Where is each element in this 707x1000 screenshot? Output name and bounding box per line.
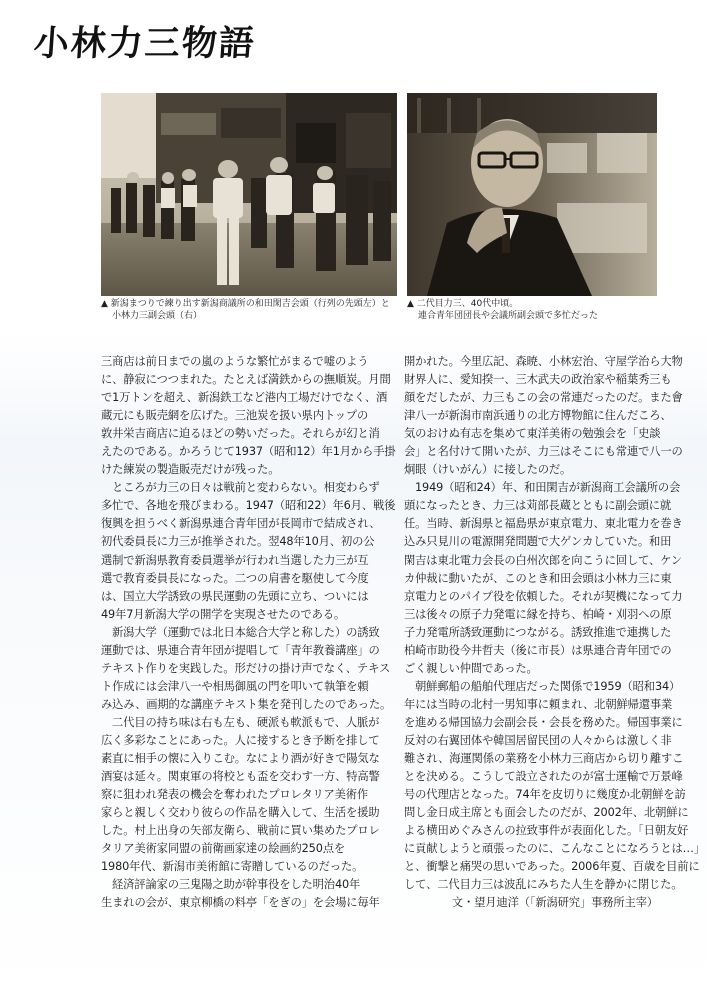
- text-line: を進める帰国協力会副会長・会長を務めた。帰国事業に: [404, 715, 683, 729]
- text-line: 家らと親しく交わり彼らの作品を購入して、生活を援助: [101, 806, 380, 820]
- text-line: 任。当時、新潟県と福島県が東京電力、東北電力を巻き: [404, 517, 683, 531]
- text-line: 初代委員長に力三が推挙された。翌48年10月、初の公: [101, 535, 375, 549]
- text-line: 新潟大学（運動では北日本総合大学と称した）の誘致: [112, 625, 380, 639]
- caption-line: ▲ 新潟まつりで練り出す新潟商議所の和田閑吉会頭（行列の先頭左）と: [101, 299, 390, 309]
- text-line: 朝鮮郵船の船舶代理店だった関係で1959（昭和34）: [415, 679, 681, 693]
- text-line: に貢献しようと頑張ったのに、こんなことになろうとは…」: [404, 842, 705, 856]
- text-line: 復興を担うべく新潟県連合青年団が長岡市で結成され、: [101, 517, 381, 531]
- text-line: 選制で新潟県教育委員選挙が行われ当選した力三が互: [101, 553, 369, 567]
- text-line: 年には当時の北村一男知事に頼まれ、北朝鮮帰還事業: [404, 697, 673, 711]
- text-line: して、二代目力三は波乱にみちた人生を静かに閉じた。: [404, 878, 683, 892]
- text-line: とを決める。こうして設立されたのが富士運輸で万景峰: [404, 770, 683, 784]
- text-line: 1980年代、新潟市美術館に寄贈しているのだった。: [101, 860, 364, 874]
- text-line: 敦井栄吉商店に迫るほどの勢いだった。それらが幻と消: [101, 427, 380, 441]
- text-line: ところが力三の日々は戦前と変わらない。相変わらず: [112, 481, 380, 495]
- text-line: 三商店は前日までの嵐のような繁忙がまるで嘘のよう: [101, 355, 369, 368]
- caption-line: 連合青年団団長や会議所副会頭で多忙だった: [418, 311, 599, 321]
- text-line: カ仲裁に動いたが、このとき和田会頭は小林力三に東: [404, 571, 672, 585]
- text-line: 経済評論家の三鬼陽之助が幹事役をした明治40年: [112, 878, 361, 892]
- page-title: 小林力三物語: [32, 23, 258, 64]
- text-line: は、国立大学誘致の県民運動の先頭に立ち、ついには: [101, 589, 369, 603]
- text-line: 酒宴は延々。関東軍の将校とも盃を交わす一方、特高警: [101, 770, 380, 784]
- text-line: 開かれた。今里広記、森暁、小林宏治、守屋学治ら大物: [404, 355, 683, 368]
- photo-caption-left: [101, 298, 397, 322]
- text-line: 炯眼（けいがん）に接したのだ。: [404, 463, 572, 477]
- text-line: 難され、海運関係の業務を小林力三商店から切り離すこ: [404, 752, 684, 766]
- text-line: 生まれの会が、東京柳橋の料亭「をぎの」を会場に毎年: [101, 896, 380, 910]
- article-column-right: [404, 353, 705, 912]
- article-column-left: [101, 353, 396, 912]
- text-line: 子力発電所誘致運動につながる。誘致推進で連携した: [404, 625, 672, 639]
- text-line: で1万トンを超え、新潟鉄工など港内工場だけでなく、酒: [101, 391, 388, 405]
- text-line: 京電力とのパイプ役を依頼した。それが契機になって力: [404, 589, 683, 603]
- text-line: タリア美術家同盟の前衛画家達の絵画約250点を: [101, 842, 346, 856]
- text-line: 広く多彩なことにあった。人に接するとき予断を排して: [101, 733, 380, 747]
- text-line: 問し金日成主席とも面会したのだが、2002年、北朝鮮に: [404, 806, 689, 820]
- text-line: えたのである。かろうじて1937（昭和12）年1月から手掛: [101, 445, 396, 459]
- text-line: けた練炭の製造販売だけが残った。: [101, 463, 280, 477]
- text-line: に、静寂につつまれた。たとえば満鉄からの撫順炭。月間: [101, 373, 391, 387]
- text-line: 会」と名付けて開いたが、力三はそこにも常連で八一の: [404, 445, 683, 459]
- text-line: 1949（昭和24）年、和田閑吉が新潟商工会議所の会: [415, 481, 681, 495]
- text-line: 込み只見川の電源開発問題で大ゲンカしていた。和田: [404, 535, 672, 549]
- text-line: 素直に相手の懐に入りこむ。なにより酒が好きで陽気な: [101, 752, 380, 766]
- text-line: 津八一が新潟市南浜通りの北方博物館に住んだころ、: [404, 409, 672, 423]
- text-line: した。村上出身の矢部友衛ら、戦前に買い集めたプロレ: [101, 824, 380, 838]
- text-line: 三は後々の原子力発電に縁を持ち、柏崎・刈羽への原: [404, 607, 672, 621]
- text-line: と、衝撃と痛哭の思いであった。2006年夏、百歳を目前に: [404, 860, 700, 874]
- text-line: 柏崎市助役今井哲夫（後に市長）は県連合青年団での: [404, 643, 672, 657]
- festival-parade-photo: [101, 93, 397, 296]
- text-line: 財界人に、愛知揆一、三木武夫の政治家や稲葉秀三も: [404, 373, 672, 387]
- text-line: 察に狙われ発表の機会を奪われたプロレタリア美術作: [101, 788, 369, 802]
- text-line: 反対の右翼団体や韓国居留民団の人々からは激しく非: [404, 733, 672, 747]
- text-line: 多忙で、各地を飛びまわる。1947（昭和22）年6月、戦後: [101, 499, 396, 513]
- text-line: 運動では、県連合青年団が提唱して「青年教養講座」の: [101, 643, 380, 657]
- text-line: み込み、画期的な講座テキスト集を発刊したのであった。: [101, 697, 392, 711]
- text-line: 気のおけぬ有志を集めて東洋美術の勉強会を「史談: [404, 427, 661, 441]
- photo-caption-right: [407, 298, 657, 322]
- text-line: 顔をだしたが、力三もこの会の常連だったのだ。また會: [404, 391, 683, 405]
- caption-line: ▲ 二代目力三、40代中頃。: [407, 299, 519, 309]
- text-line: 二代目の持ち味は右も左も、硬派も軟派もで、人脈が: [112, 715, 380, 729]
- caption-line: 小林力三副会頭（右）: [112, 311, 203, 321]
- text-line: テキスト作りを実践した。形だけの掛け声でなく、テキス: [101, 661, 391, 675]
- text-line: ごく親しい仲間であった。: [404, 661, 538, 675]
- author-credit: 文・望月迪洋（「新潟研究」事務所主宰）: [451, 896, 658, 910]
- text-line: 閑吉は東北電力会長の白州次郎を向こうに回して、ケン: [404, 553, 682, 567]
- text-line: 号の代理店となった。74年を皮切りに幾度か北朝鮮を訪: [404, 788, 686, 802]
- rikizo-portrait-photo: [407, 93, 657, 296]
- text-line: 49年7月新潟大学の開学を実現させたのである。: [101, 607, 346, 621]
- text-line: 蔵元にも販売網を広げた。三池炭を扱い県内トップの: [101, 409, 369, 423]
- text-line: 選で教育委員長になった。二つの肩書を駆使して今度: [101, 571, 369, 585]
- text-line: ト作成には会津八一や相馬御風の門を叩いて執筆を頼: [101, 679, 369, 693]
- text-line: 頭になったとき、力三は苅部長蔵とともに副会頭に就: [404, 499, 672, 513]
- text-line: よる横田めぐみさんの拉致事件が表面化した。「日朝友好: [404, 824, 689, 838]
